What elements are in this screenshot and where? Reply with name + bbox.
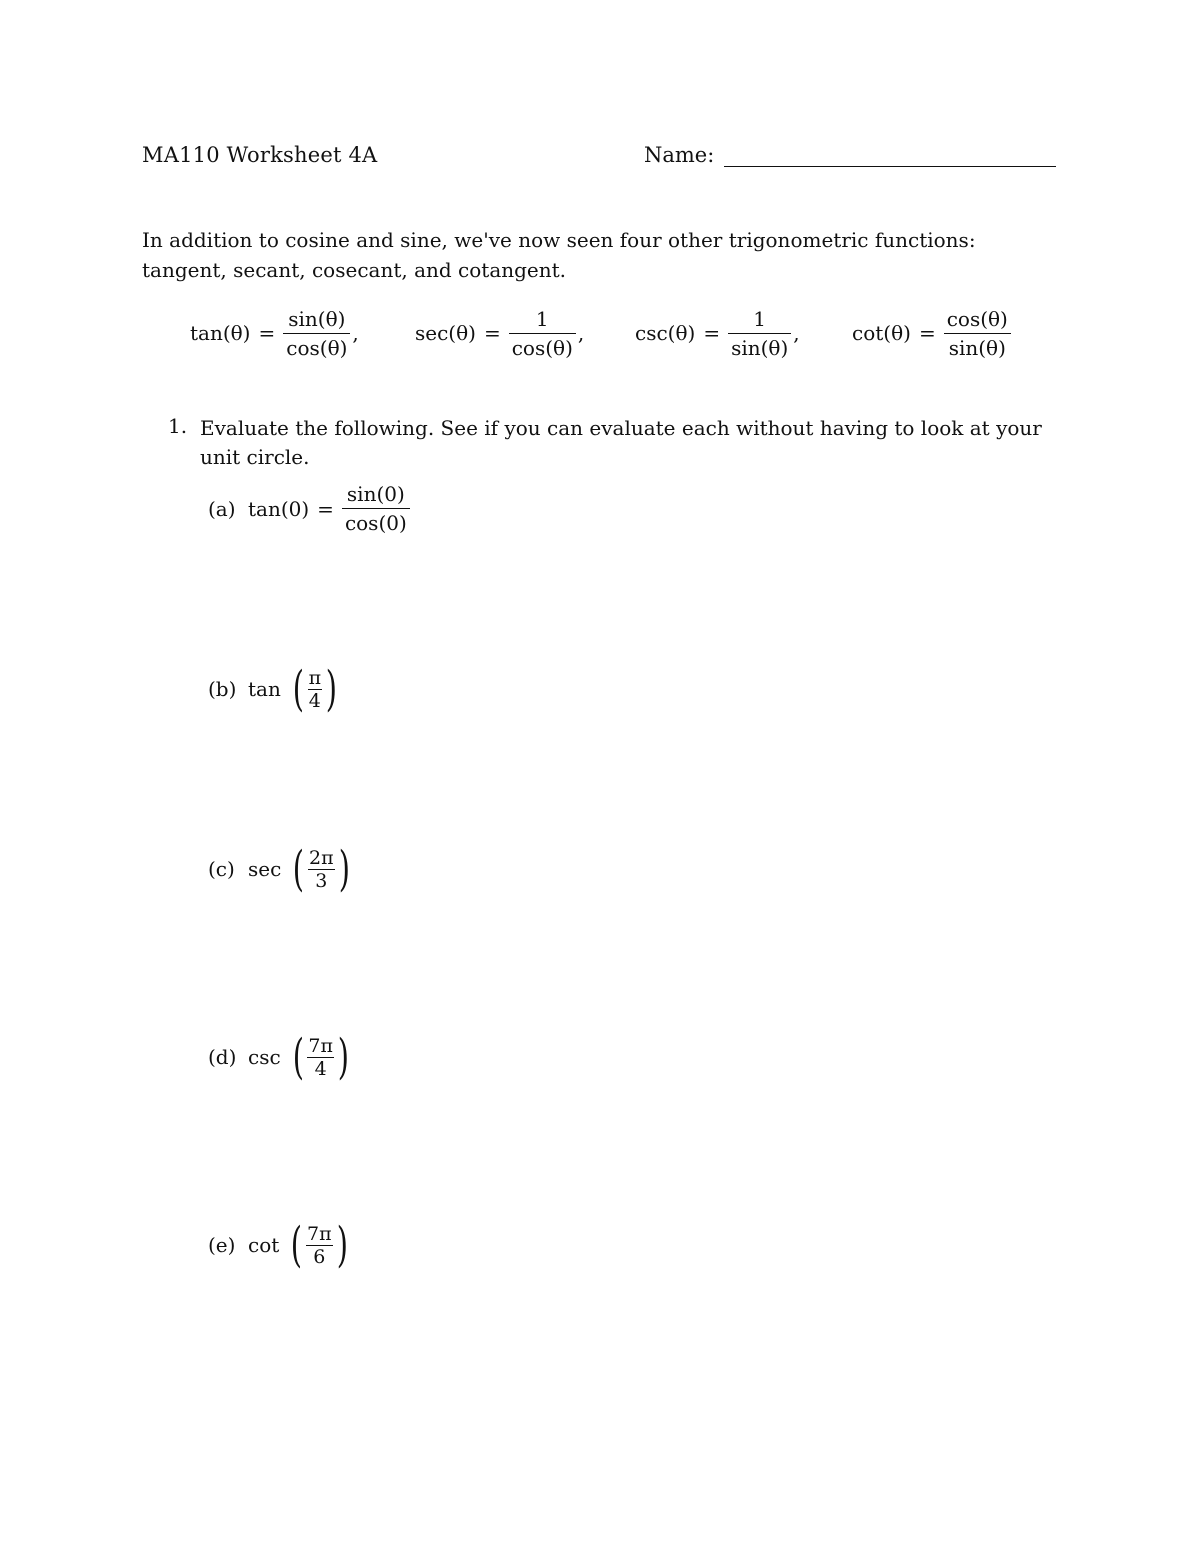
left-paren: (: [293, 841, 305, 897]
part-label: (b): [208, 677, 237, 701]
part-c: [208, 841, 353, 897]
part-label: (c): [208, 857, 235, 881]
def-numerator: 1: [753, 306, 767, 331]
part-denominator: 6: [313, 1245, 326, 1268]
right-paren: ): [336, 1217, 348, 1273]
def-denominator: sin(θ): [948, 335, 1006, 360]
part-numerator: 2π: [309, 846, 334, 869]
part-function: sec: [248, 857, 282, 881]
def-equals: =: [918, 321, 936, 345]
question-text: Evaluate the following. See if you can evaluate each without having to look at your unit circle.: [200, 416, 1042, 469]
part-numerator: 7π: [307, 1222, 332, 1245]
part-fraction: [308, 667, 323, 712]
part-equals: =: [317, 496, 334, 521]
right-paren: ): [325, 661, 338, 717]
def-punct: ,: [352, 321, 359, 345]
right-paren: ): [337, 1029, 349, 1085]
part-label: (a): [208, 496, 236, 521]
part-function: tan(0): [248, 496, 310, 521]
part-numerator: 7π: [308, 1034, 333, 1057]
right-paren: ): [338, 841, 350, 897]
intro-paragraph: In addition to cosine and sine, we've now seen four other trigonometric functions: tangent, secant, cosecant, and cotangent.: [142, 228, 976, 282]
definition-csc: [635, 302, 800, 364]
def-lhs: csc(θ): [635, 321, 696, 345]
worksheet-title: MA110 Worksheet 4A: [142, 143, 378, 167]
part-fraction: [306, 1223, 333, 1268]
part-function: tan: [248, 677, 281, 701]
part-denominator: cos(0): [344, 511, 407, 535]
left-paren: (: [291, 1217, 303, 1273]
def-numerator: 1: [535, 306, 549, 331]
def-denominator: cos(θ): [511, 335, 573, 360]
left-paren: (: [292, 1029, 304, 1085]
name-blank-line[interactable]: [724, 146, 1056, 167]
part-argument: [289, 661, 341, 717]
def-lhs: cot(θ): [852, 321, 911, 345]
def-fraction: [283, 307, 350, 360]
question-number: 1.: [168, 414, 188, 438]
def-numerator: sin(θ): [288, 306, 346, 331]
part-label: (e): [208, 1233, 236, 1257]
part-denominator: 3: [315, 869, 328, 892]
part-d: [208, 1029, 353, 1085]
definitions-row: [190, 302, 1070, 364]
def-denominator: cos(θ): [286, 335, 348, 360]
part-fraction: [308, 847, 335, 892]
part-argument: [287, 1217, 351, 1273]
def-fraction: [944, 307, 1011, 360]
def-lhs: sec(θ): [415, 321, 476, 345]
def-equals: =: [703, 321, 721, 345]
part-fraction: [307, 1035, 334, 1080]
name-field: [644, 143, 1056, 167]
definition-cot: [852, 302, 1011, 364]
part-e: [208, 1217, 351, 1273]
def-punct: ,: [793, 321, 800, 345]
name-label: Name:: [644, 143, 715, 167]
part-label: (d): [208, 1045, 237, 1069]
def-lhs: tan(θ): [190, 321, 251, 345]
part-argument: [289, 841, 353, 897]
part-denominator: 4: [314, 1057, 327, 1080]
part-numerator: π: [308, 666, 322, 689]
def-fraction: [728, 307, 791, 360]
part-b: [208, 661, 341, 717]
part-function: cot: [248, 1233, 280, 1257]
left-paren: (: [292, 661, 304, 717]
def-punct: ,: [577, 321, 585, 345]
part-a: [208, 482, 410, 535]
definition-tan: [190, 302, 359, 364]
part-argument: [289, 1029, 353, 1085]
def-fraction: [509, 307, 576, 360]
def-denominator: sin(θ): [731, 335, 789, 360]
definition-sec: [415, 302, 584, 364]
part-function: csc: [248, 1045, 281, 1069]
def-equals: =: [258, 321, 276, 345]
part-fraction: [342, 482, 410, 535]
part-numerator: sin(0): [346, 482, 405, 506]
def-equals: =: [483, 321, 501, 345]
def-numerator: cos(θ): [946, 306, 1008, 331]
part-denominator: 4: [308, 689, 321, 712]
